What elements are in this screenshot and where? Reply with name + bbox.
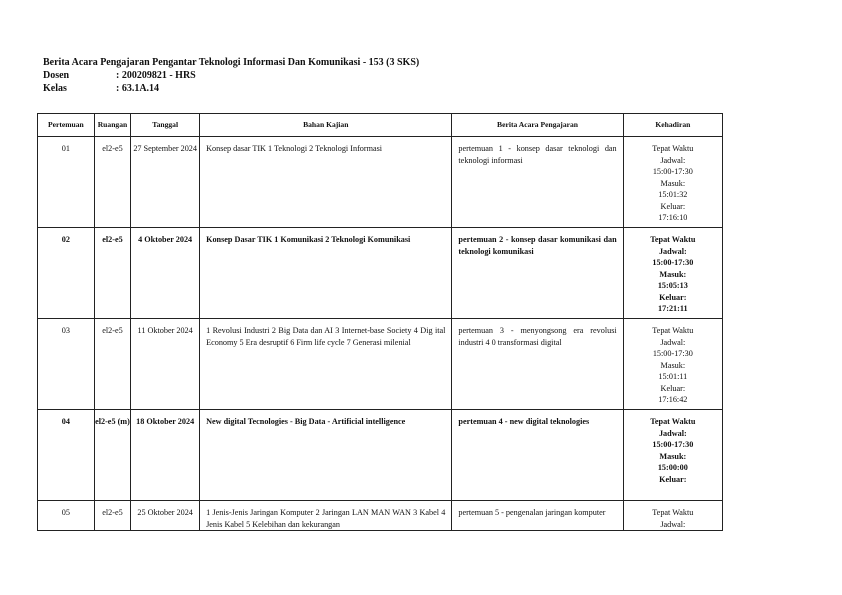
kelas-row bbox=[43, 82, 419, 95]
keluar-label: Keluar: bbox=[660, 201, 686, 211]
cell-bahan-kajian: Konsep Dasar TIK 1 Komunikasi 2 Teknologi Komunikasi bbox=[200, 228, 452, 319]
cell-tanggal: 4 Oktober 2024 bbox=[131, 228, 200, 319]
table-header-row bbox=[38, 114, 723, 137]
jadwal-label: Jadwal: bbox=[660, 155, 686, 165]
jadwal-label: Jadwal: bbox=[660, 337, 686, 347]
jadwal-time: 15:00-17:30 bbox=[652, 167, 693, 176]
attendance-table bbox=[37, 113, 723, 531]
jadwal-time: 15:00-17:30 bbox=[652, 440, 694, 449]
jadwal-time: 15:00-17:30 bbox=[652, 258, 694, 267]
keluar-time: 17:16:42 bbox=[658, 395, 688, 404]
table-row bbox=[38, 228, 723, 319]
table-row bbox=[38, 137, 723, 228]
masuk-label: Masuk: bbox=[660, 178, 686, 188]
keluar-time: 17:21:11 bbox=[658, 304, 688, 313]
kelas-value: : 63.1A.14 bbox=[116, 83, 160, 94]
cell-bahan-kajian: Konsep dasar TIK 1 Teknologi 2 Teknologi Informasi bbox=[200, 137, 452, 228]
col-header-pertemuan: Pertemuan bbox=[38, 114, 95, 137]
masuk-time: 15:01:11 bbox=[658, 372, 688, 381]
masuk-time: 15:01:32 bbox=[658, 190, 688, 199]
document-title: Berita Acara Pengajaran Pengantar Teknologi Informasi Dan Komunikasi - 153 (3 SKS) bbox=[43, 57, 420, 68]
keluar-label: Keluar: bbox=[660, 383, 686, 393]
masuk-time: 15:05:13 bbox=[657, 281, 688, 290]
document-header bbox=[43, 56, 419, 95]
cell-bahan-kajian: New digital Tecnologies - Big Data - Artificial intelligence bbox=[200, 410, 452, 501]
table-row bbox=[38, 410, 723, 501]
masuk-label: Masuk: bbox=[659, 269, 687, 279]
keluar-time: 17:16:10 bbox=[658, 213, 688, 222]
cell-pertemuan: 03 bbox=[38, 319, 95, 410]
masuk-label: Masuk: bbox=[660, 360, 686, 370]
jadwal-label: Jadwal: bbox=[660, 519, 686, 529]
cell-kehadiran bbox=[623, 501, 722, 531]
cell-ruangan: el2-e5 bbox=[94, 228, 130, 319]
cell-tanggal: 27 September 2024 bbox=[131, 137, 200, 228]
cell-bahan-kajian: 1 Jenis-Jenis Jaringan Komputer 2 Jaringan LAN MAN WAN 3 Kabel 4 Jenis Kabel 5 Kelebihan dan kekurangan bbox=[200, 501, 452, 531]
keluar-label: Keluar: bbox=[659, 474, 687, 484]
masuk-label: Masuk: bbox=[659, 451, 687, 461]
col-header-ruangan: Ruangan bbox=[94, 114, 130, 137]
cell-pertemuan: 02 bbox=[38, 228, 95, 319]
cell-pertemuan: 01 bbox=[38, 137, 95, 228]
cell-berita-acara: pertemuan 3 - menyongsong era revolusi industri 4 0 transformasi digital bbox=[452, 319, 623, 410]
col-header-berita-acara: Berita Acara Pengajaran bbox=[452, 114, 623, 137]
col-header-tanggal: Tanggal bbox=[131, 114, 200, 137]
cell-berita-acara: pertemuan 4 - new digital teknologies bbox=[452, 410, 623, 501]
cell-tanggal: 25 Oktober 2024 bbox=[131, 501, 200, 531]
table-row bbox=[38, 319, 723, 410]
jadwal-label: Jadwal: bbox=[658, 428, 687, 438]
attendance-status: Tepat Waktu bbox=[650, 235, 696, 244]
cell-pertemuan: 05 bbox=[38, 501, 95, 531]
keluar-label: Keluar: bbox=[659, 292, 687, 302]
kelas-label: Kelas bbox=[43, 83, 67, 94]
attendance-status: Tepat Waktu bbox=[650, 417, 696, 426]
dosen-value: : 200209821 - HRS bbox=[116, 70, 196, 81]
col-header-kehadiran: Kehadiran bbox=[623, 114, 722, 137]
cell-berita-acara: pertemuan 1 - konsep dasar teknologi dan teknologi informasi bbox=[452, 137, 623, 228]
jadwal-label: Jadwal: bbox=[658, 246, 687, 256]
attendance-status: Tepat Waktu bbox=[652, 144, 694, 153]
col-header-bahan-kajian: Bahan Kajian bbox=[200, 114, 452, 137]
cell-pertemuan: 04 bbox=[38, 410, 95, 501]
masuk-time: 15:00:00 bbox=[657, 463, 688, 472]
attendance-status: Tepat Waktu bbox=[652, 508, 694, 517]
cell-ruangan: el2-e5 bbox=[94, 137, 130, 228]
dosen-label: Dosen bbox=[43, 70, 70, 81]
cell-tanggal: 18 Oktober 2024 bbox=[131, 410, 200, 501]
cell-ruangan: el2-e5 (m) bbox=[94, 410, 130, 501]
cell-kehadiran bbox=[623, 319, 722, 410]
jadwal-time: 15:00-17:30 bbox=[652, 349, 693, 358]
cell-tanggal: 11 Oktober 2024 bbox=[131, 319, 200, 410]
cell-kehadiran bbox=[623, 228, 722, 319]
cell-kehadiran bbox=[623, 410, 722, 501]
table-row bbox=[38, 501, 723, 531]
cell-berita-acara: pertemuan 5 - pengenalan jaringan komputer bbox=[452, 501, 623, 531]
dosen-row bbox=[43, 69, 419, 82]
attendance-status: Tepat Waktu bbox=[652, 326, 694, 335]
cell-bahan-kajian: 1 Revolusi Industri 2 Big Data dan AI 3 Internet-base Society 4 Dig ital Economy 5 Era desruptif 6 Firm life cycle 7 Generasi milenial bbox=[200, 319, 452, 410]
cell-kehadiran bbox=[623, 137, 722, 228]
cell-ruangan: el2-e5 bbox=[94, 319, 130, 410]
cell-ruangan: el2-e5 bbox=[94, 501, 130, 531]
cell-berita-acara: pertemuan 2 - konsep dasar komunikasi dan teknologi komunikasi bbox=[452, 228, 623, 319]
